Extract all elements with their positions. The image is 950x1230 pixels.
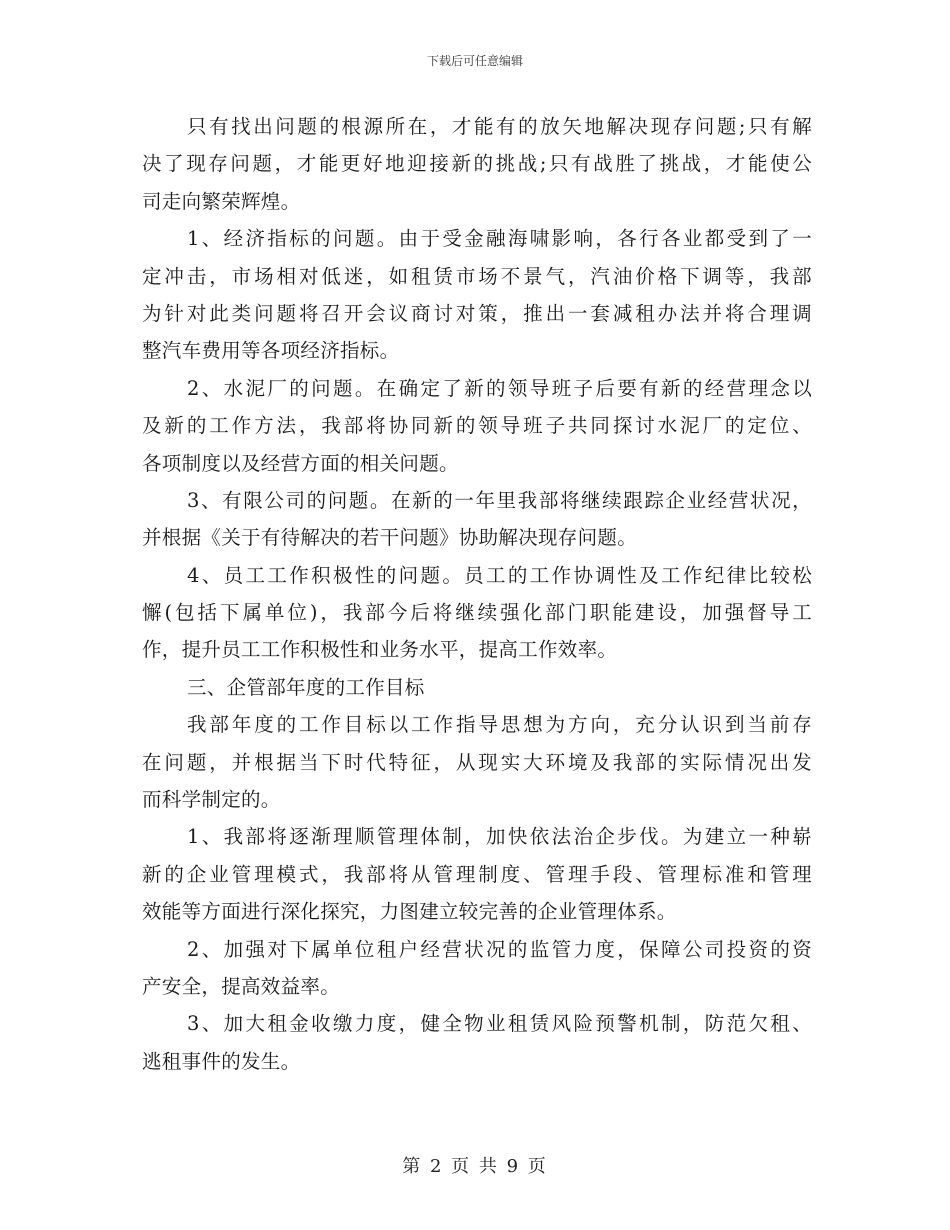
text-line: 及新的工作方法，我部将协同新的领导班子共同探讨水泥厂的定位、 — [142, 414, 812, 438]
text-line: 2、水泥厂的问题。在确定了新的领导班子后要有新的经营理念以 — [187, 376, 812, 400]
text-line: 懈(包括下属单位)，我部今后将继续强化部门职能建设，加强督导工 — [142, 601, 812, 625]
text-line: 并根据《关于有待解决的若干问题》协助解决现存问题。 — [142, 526, 638, 550]
text-line: 3、加大租金收缴力度，健全物业租赁风险预警机制，防范欠租、 — [187, 1012, 812, 1036]
page-header: 下载后可任意编辑 — [426, 54, 523, 68]
text-line: 逃租事件的发生。 — [142, 1049, 301, 1073]
page-number: 第 2 页 共 9 页 — [402, 1156, 548, 1177]
text-line: 我部年度的工作目标以工作指导思想为方向，充分认识到当前存 — [187, 713, 812, 737]
text-line: 定冲击，市场相对低迷，如租赁市场不景气，汽油价格下调等，我部 — [142, 264, 812, 288]
document-body — [142, 108, 812, 1080]
text-line: 各项制度以及经营方面的相关问题。 — [142, 451, 459, 475]
text-line: 产安全，提高效益率。 — [142, 974, 341, 998]
text-line: 三、企管部年度的工作目标 — [187, 675, 425, 699]
text-line: 效能等方面进行深化探究，力图建立较完善的企业管理体系。 — [142, 900, 677, 924]
text-line: 在问题，并根据当下时代特征，从现实大环境及我部的实际情况出发 — [142, 750, 812, 774]
text-line: 新的企业管理模式，我部将从管理制度、管理手段、管理标准和管理 — [142, 862, 812, 886]
text-line: 整汽车费用等各项经济指标。 — [142, 339, 400, 363]
text-line: 1、我部将逐渐理顺管理体制，加快依法治企步伐。为建立一种崭 — [187, 825, 812, 849]
text-line: 3、有限公司的问题。在新的一年里我部将继续跟踪企业经营状况， — [187, 488, 812, 512]
text-line: 1、经济指标的问题。由于受金融海啸影响，各行各业都受到了一 — [187, 227, 812, 251]
text-line: 作，提升员工工作积极性和业务水平，提高工作效率。 — [142, 638, 618, 662]
text-line: 决了现存问题，才能更好地迎接新的挑战;只有战胜了挑战，才能使公 — [142, 152, 812, 176]
text-line: 而科学制定的。 — [142, 788, 281, 812]
text-line: 为针对此类问题将召开会议商讨对策，推出一套减租办法并将合理调 — [142, 301, 812, 325]
text-line: 2、加强对下属单位租户经营状况的监管力度，保障公司投资的资 — [187, 937, 812, 961]
text-line: 只有找出问题的根源所在，才能有的放矢地解决现存问题;只有解 — [187, 115, 812, 138]
text-line: 4、员工工作积极性的问题。员工的工作协调性及工作纪律比较松 — [187, 563, 812, 587]
text-line: 司走向繁荣辉煌。 — [142, 189, 301, 213]
